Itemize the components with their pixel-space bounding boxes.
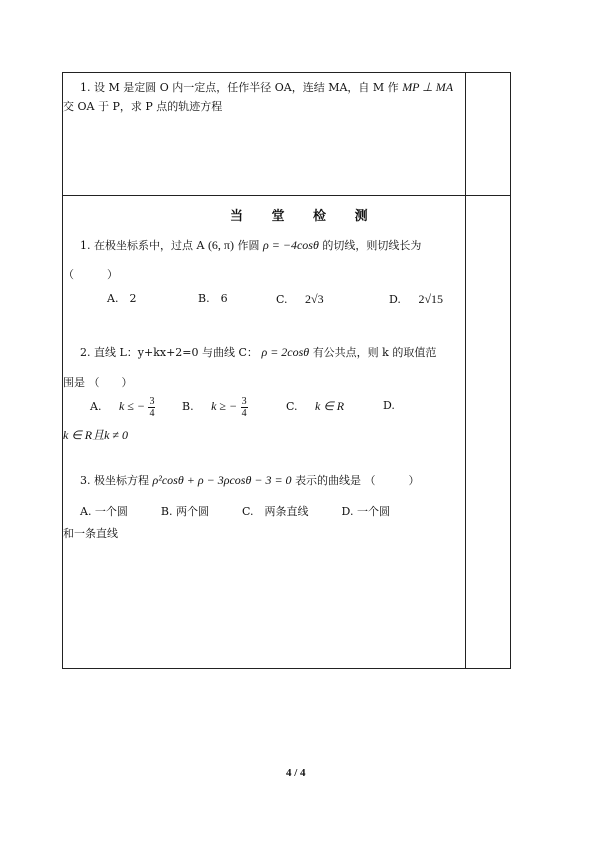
q1-line1 <box>80 238 421 253</box>
table-bottom-border <box>62 668 511 669</box>
q2-suffix: 有公共点，则 k 的取值范 <box>312 346 437 359</box>
page-number: 4 / 4 <box>286 767 306 779</box>
table-column-divider <box>465 72 466 669</box>
q3-equation: ρ²cosθ + ρ − 3ρcosθ − 3 = 0 <box>152 473 292 487</box>
q2-option-b <box>182 392 248 421</box>
q1-point: (6, π) <box>207 238 234 252</box>
q2-option-d-value: k ∈ R且k ≠ 0 <box>63 428 129 442</box>
q1-option-d-value: 2√15 <box>418 292 444 306</box>
q1-option-d-label: D. <box>389 293 401 306</box>
q2-prefix: 2. 直线 L：y+kx+2=0 与曲线 C： <box>80 346 258 359</box>
q2-option-b-lhs: k ≥ − <box>211 399 238 413</box>
q2-option-a-lhs: k ≤ − <box>118 399 145 413</box>
q1-suffix: 的切线，则切线长为 <box>322 239 422 252</box>
q2-option-b-label: B. <box>182 400 194 413</box>
q1-prefix: 1. 在极坐标系中，过点 A <box>80 239 205 252</box>
q2-option-a <box>90 392 155 421</box>
section-heading: 当 堂 检 测 <box>230 209 380 224</box>
section1-question1-line1 <box>80 80 453 95</box>
q1-mid: 作圆 <box>237 239 260 252</box>
q1-option-b: B. 6 <box>198 292 228 305</box>
q3-prefix: 3. 极坐标方程 <box>80 474 149 487</box>
q2-option-b-denominator: 4 <box>241 407 247 419</box>
q2-line2: 围是 （ ） <box>63 376 133 389</box>
q2-option-a-label: A. <box>90 400 102 413</box>
q2-option-a-numerator: 3 <box>149 395 155 407</box>
section1-question1-line2: 交 OA 于 P，求 P 点的轨迹方程 <box>63 100 223 113</box>
q2-option-a-denominator: 4 <box>149 407 155 419</box>
q2-option-c-value: k ∈ R <box>315 399 345 413</box>
section1-q1-math: MP ⊥ MA <box>402 80 454 94</box>
q1-equation: ρ = −4cosθ <box>263 238 319 252</box>
q1-answer-paren: （ ） <box>63 268 118 281</box>
q2-option-c <box>286 399 344 414</box>
q3-options-line-continued: 和一条直线 <box>63 527 118 540</box>
q1-option-c-value: 2√3 <box>305 292 324 306</box>
q2-line1 <box>80 345 436 360</box>
table-top-border <box>62 72 511 73</box>
q3-options-line: A. 一个圆 B. 两个圆 C. 两条直线 D. 一个圆 <box>80 505 390 518</box>
q3-line1 <box>80 473 420 488</box>
table-left-border <box>62 72 63 669</box>
q2-option-d-label: D. <box>383 399 395 412</box>
q2-option-b-numerator: 3 <box>241 395 247 407</box>
q1-option-a: A. 2 <box>107 292 137 305</box>
q2-equation: ρ = 2cosθ <box>261 345 310 359</box>
q1-option-c <box>276 292 324 307</box>
q2-option-b-fraction <box>241 396 248 419</box>
q1-option-d <box>389 292 443 307</box>
table-row-divider <box>62 195 511 196</box>
section1-q1-text: 1. 设 M 是定圆 O 内一定点，任作半径 OA，连结 MA，自 M 作 <box>80 81 399 94</box>
table-right-border <box>510 72 511 669</box>
q2-option-c-label: C. <box>286 400 298 413</box>
q3-suffix: 表示的曲线是 （ ） <box>295 474 420 487</box>
q2-option-a-fraction <box>148 396 155 419</box>
q1-option-c-label: C. <box>276 293 288 306</box>
